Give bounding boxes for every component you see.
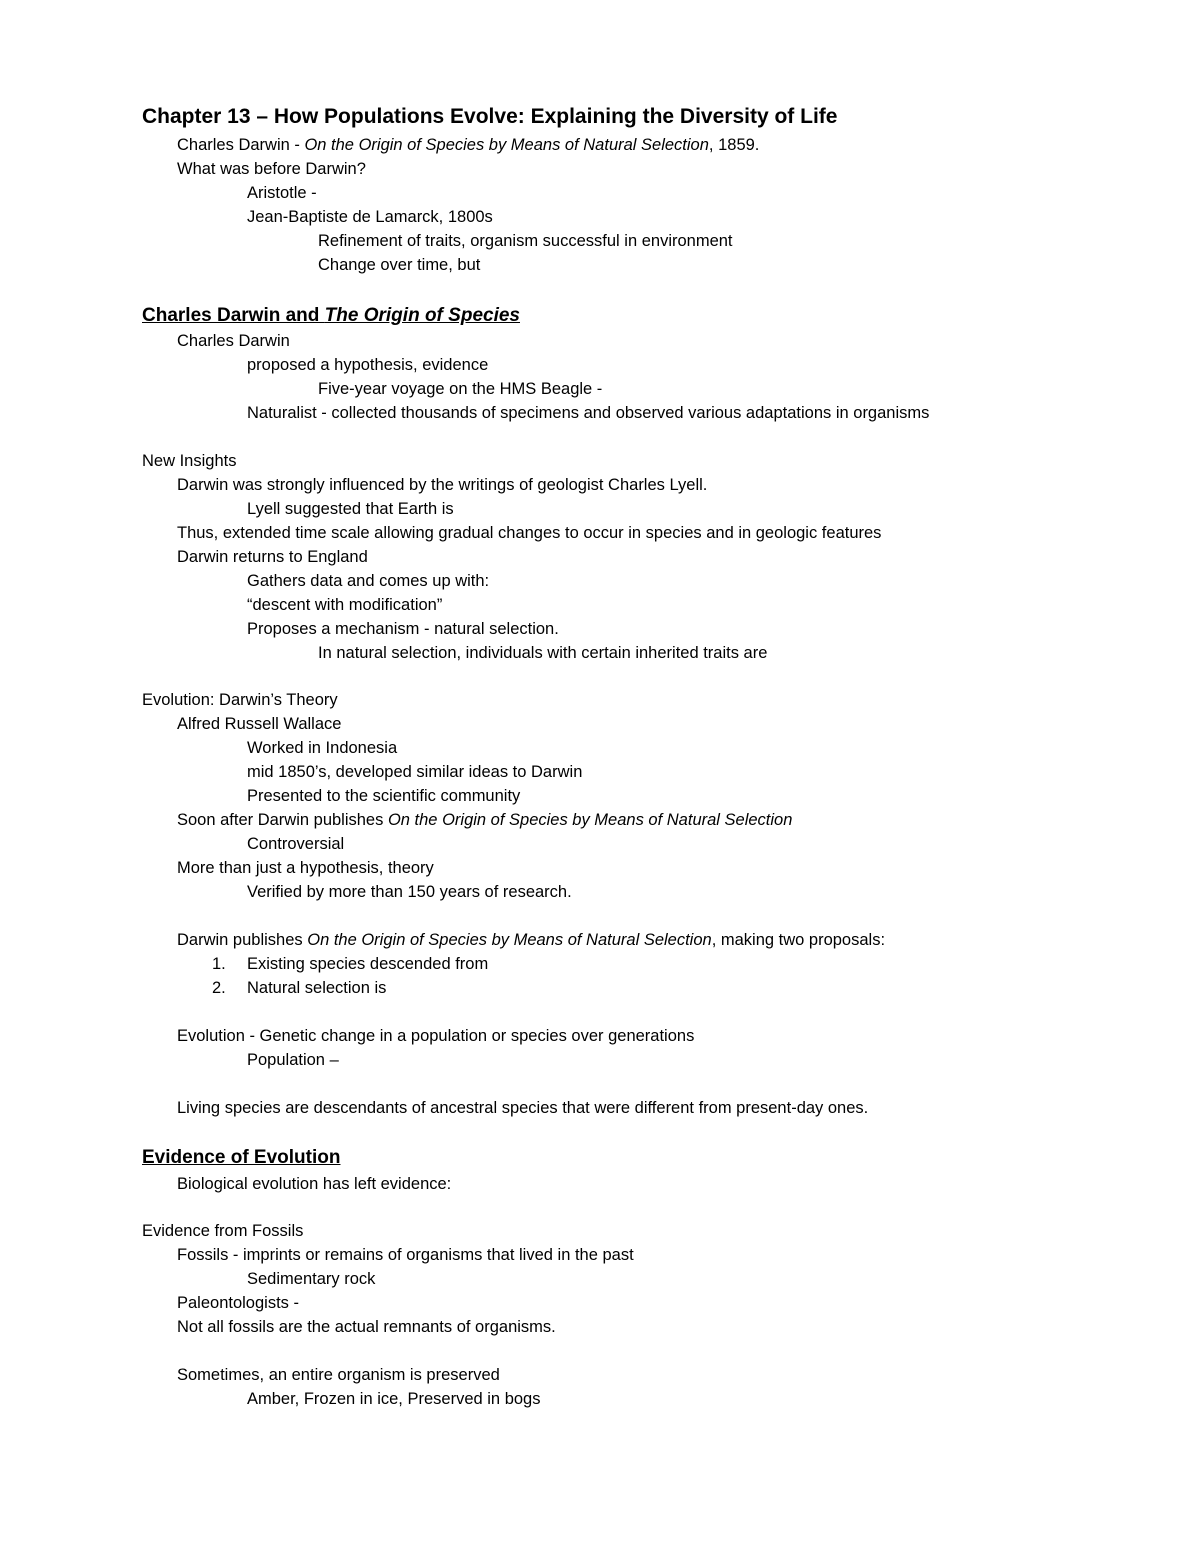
sedimentary-line: Sedimentary rock (247, 1270, 376, 1288)
aristotle-line: Aristotle - (247, 184, 317, 202)
soon-book-title: On the Origin of Species by Means of Natural Selection (387, 811, 793, 829)
darwins-theory-heading: Evolution: Darwin’s Theory (142, 691, 338, 709)
not-all-fossils-line: Not all fossils are the actual remnants of organisms. (177, 1318, 556, 1336)
publishes-line (177, 929, 885, 951)
heading-origin-b: The Origin of Species (324, 305, 520, 326)
section-heading-origin (142, 303, 520, 329)
indonesia-line: Worked in Indonesia (247, 739, 398, 757)
naturalist-line: Naturalist - collected thousands of specimens and observed various adaptations in organisms (247, 404, 930, 422)
fossils-definition-line: Fossils - imprints or remains of organisms that lived in the past (177, 1246, 634, 1264)
refinement-line: Refinement of traits, organism successful in environment (318, 232, 733, 250)
proposes-line: Proposes a mechanism - natural selection. (247, 620, 559, 638)
wallace-line: Alfred Russell Wallace (177, 715, 342, 733)
publishes-prefix: Darwin publishes (177, 931, 308, 949)
returns-line: Darwin returns to England (177, 548, 368, 566)
fossils-heading: Evidence from Fossils (142, 1222, 304, 1240)
soon-after-line (177, 809, 792, 831)
gathers-line: Gathers data and comes up with: (247, 572, 490, 590)
population-line: Population – (247, 1051, 339, 1069)
paleontologists-line: Paleontologists - (177, 1294, 299, 1312)
darwin-book-title: On the Origin of Species by Means of Natural Selection (304, 136, 709, 154)
before-darwin-line: What was before Darwin? (177, 160, 366, 178)
verified-line: Verified by more than 150 years of research. (247, 883, 572, 901)
lyell-line: Lyell suggested that Earth is (247, 500, 454, 518)
voyage-line: Five-year voyage on the HMS Beagle - (318, 380, 603, 398)
proposed-line: proposed a hypothesis, evidence (247, 356, 489, 374)
proposal-number: 2. (212, 979, 226, 997)
proposal-text: Natural selection is (247, 979, 387, 997)
biological-evidence-line: Biological evolution has left evidence: (177, 1175, 452, 1193)
section-heading-evidence: Evidence of Evolution (142, 1147, 341, 1168)
proposal-text: Existing species descended from (247, 955, 489, 973)
new-insights-heading: New Insights (142, 452, 237, 470)
heading-origin-a: Charles Darwin and (142, 305, 325, 326)
thus-line: Thus, extended time scale allowing gradual changes to occur in species and in geologic features (177, 524, 882, 542)
publishes-book-title: On the Origin of Species by Means of Natural Selection (307, 931, 712, 949)
descent-line: “descent with modification” (247, 596, 443, 614)
darwin-prefix: Charles Darwin - (177, 136, 305, 154)
document-title: Chapter 13 – How Populations Evolve: Explaining the Diversity of Life (142, 105, 838, 128)
influenced-line: Darwin was strongly influenced by the writings of geologist Charles Lyell. (177, 476, 708, 494)
darwin-suffix: , 1859. (708, 136, 760, 154)
amber-line: Amber, Frozen in ice, Preserved in bogs (247, 1390, 541, 1408)
mid1850-line: mid 1850’s, developed similar ideas to Darwin (247, 763, 583, 781)
living-species-line: Living species are descendants of ancestral species that were different from present-day ones. (177, 1099, 869, 1117)
change-line: Change over time, but (318, 256, 481, 274)
controversial-line: Controversial (247, 835, 345, 853)
soon-prefix: Soon after Darwin publishes (177, 811, 388, 829)
more-than-line: More than just a hypothesis, theory (177, 859, 434, 877)
sometimes-line: Sometimes, an entire organism is preserved (177, 1366, 500, 1384)
presented-line: Presented to the scientific community (247, 787, 521, 805)
proposal-number: 1. (212, 955, 226, 973)
charles-darwin-line: Charles Darwin (177, 332, 290, 350)
evolution-definition-line: Evolution - Genetic change in a population or species over generations (177, 1027, 695, 1045)
natural-selection-line: In natural selection, individuals with certain inherited traits are (318, 644, 768, 662)
darwin-origin-line (177, 134, 759, 156)
lamarck-line: Jean-Baptiste de Lamarck, 1800s (247, 208, 493, 226)
publishes-suffix: , making two proposals: (711, 931, 886, 949)
